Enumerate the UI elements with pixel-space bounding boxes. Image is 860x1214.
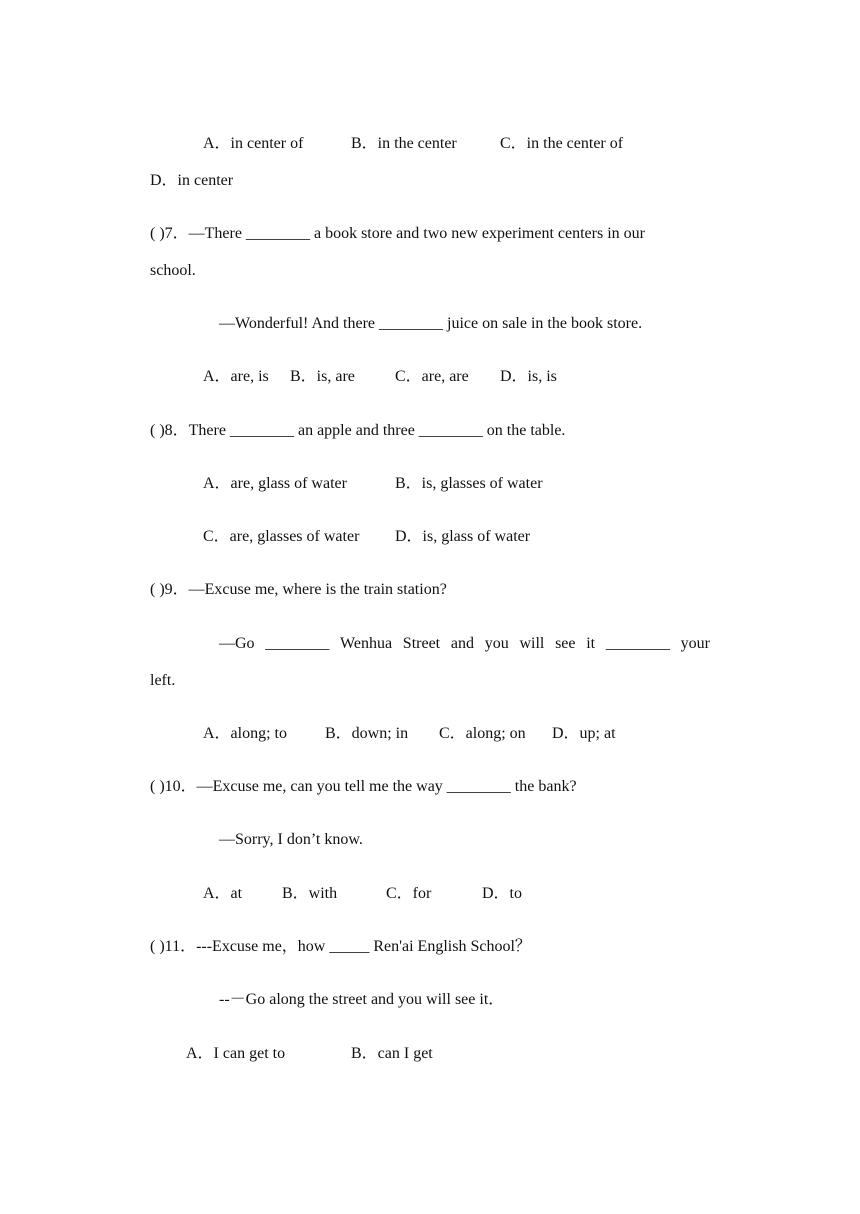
q10-option-a: A．at [203,885,243,902]
q9-reply-word: —Go [219,635,255,652]
q9-option-d: D．up; at [552,725,616,742]
q7-option-d: D．is, is [500,368,557,385]
q9-reply-line1 [219,634,710,654]
q6-option-d: D．in center [150,172,234,189]
q10-option-c: C．for [386,885,432,902]
q10-reply: —Sorry, I don’t know. [219,831,363,848]
q9-reply-line2: left. [150,672,176,689]
q8-stem: ( )8．There ________ an apple and three ________ on the table. [150,422,566,439]
q8-option-a: A．are, glass of water [203,475,347,492]
q8-option-d: D．is, glass of water [395,528,531,545]
q9-reply-word: and [450,635,474,652]
q6-option-b: B．in the center [351,135,457,152]
q9-option-c: C．along; on [439,725,526,742]
q9-reply-word: see [555,635,576,652]
q9-option-b: B．down; in [325,725,409,742]
q9-reply-word: Wenhua [340,635,393,652]
q7-option-b: B．is, are [290,368,355,385]
q7-option-c: C．are, are [395,368,469,385]
q9-reply-word: will [519,635,545,652]
q11-stem: ( )11．---Excuse me，how _____ Ren'ai English School？ [150,938,531,955]
q8-option-b: B．is, glasses of water [395,475,543,492]
q9-reply-word: it [586,635,596,652]
q11-option-b: B．can I get [351,1045,433,1062]
q9-reply-word: Street [402,635,441,652]
q9-stem: ( )9．—Excuse me, where is the train station? [150,581,447,598]
q7-stem-line1: ( )7．—There ________ a book store and two new experiment centers in our [150,225,645,242]
q6-option-a: A．in center of [203,135,304,152]
q11-reply: --－Go along the street and you will see it． [219,991,505,1008]
q6-option-c: C．in the center of [500,135,624,152]
q10-option-b: B．with [282,885,338,902]
q9-option-a: A．along; to [203,725,287,742]
q9-reply-word: ________ [265,635,330,652]
q9-reply-word: your [680,635,710,652]
q9-reply-word: ________ [605,635,670,652]
q10-stem: ( )10．—Excuse me, can you tell me the way ________ the bank? [150,778,577,795]
q7-option-a: A．are, is [203,368,269,385]
q9-reply-word: you [484,635,509,652]
q7-stem-line2: school. [150,262,196,279]
q11-option-a: A．I can get to [186,1045,286,1062]
q7-reply: —Wonderful! And there ________ juice on sale in the book store. [219,315,643,332]
q10-option-d: D．to [482,885,523,902]
q8-option-c: C．are, glasses of water [203,528,360,545]
